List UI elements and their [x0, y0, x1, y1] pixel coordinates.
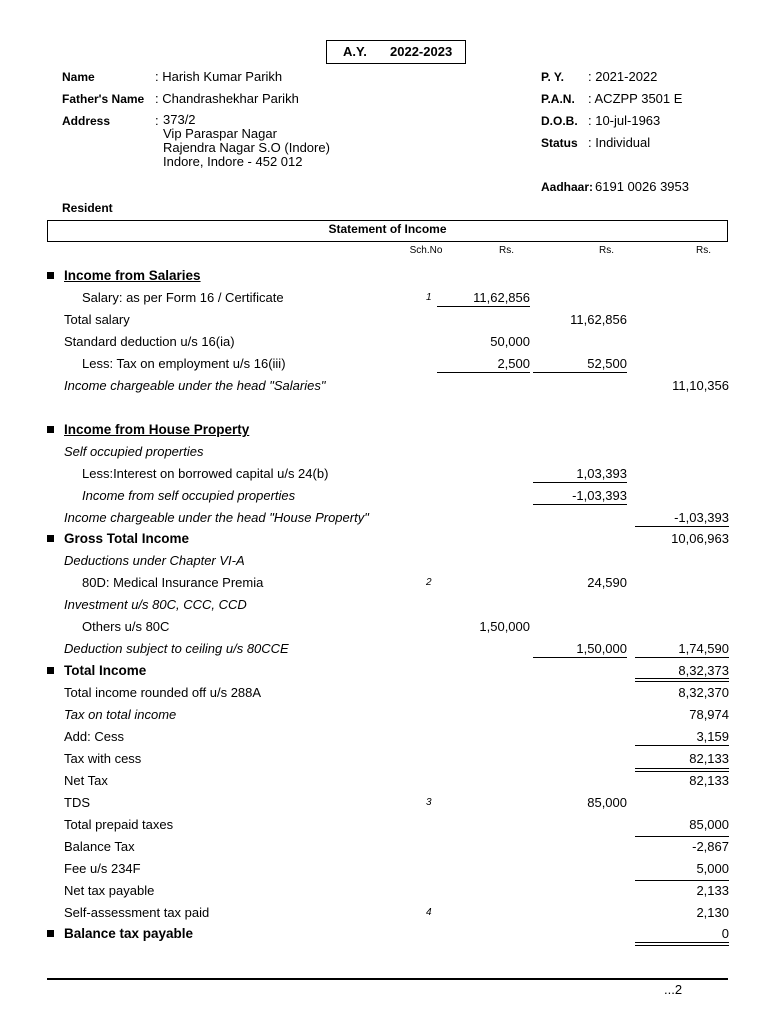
amount-col3: 8,32,373: [678, 663, 729, 678]
row-label: Less: Tax on employment u/s 16(iii): [82, 356, 286, 371]
status-value: : Individual: [588, 135, 651, 150]
subtotal-rule: [635, 771, 729, 772]
subtotal-rule: [635, 526, 729, 527]
section-bullet: [47, 426, 54, 433]
schedule-number: 2: [426, 577, 432, 588]
amount-col1: 1,50,000: [479, 619, 530, 634]
col-header-rs-1: Rs.: [499, 245, 514, 256]
row-label: Balance Tax: [64, 839, 135, 854]
row-label: 80D: Medical Insurance Premia: [82, 575, 264, 590]
residency-status: Resident: [62, 201, 113, 215]
subtotal-rule: [635, 745, 729, 746]
ay-label: A.Y.: [343, 44, 367, 59]
row-label: Fee u/s 234F: [64, 861, 141, 876]
total-double-rule: [635, 678, 729, 679]
amount-col3: 78,974: [689, 707, 729, 722]
py-label: P. Y.: [541, 70, 564, 84]
amount-col3: -2,867: [692, 839, 729, 854]
schedule-number: 1: [426, 292, 432, 303]
row-label: Tax on total income: [64, 707, 177, 722]
amount-col1: 50,000: [490, 334, 530, 349]
row-label: Total income rounded off u/s 288A: [64, 685, 262, 700]
amount-col3: 1,74,590: [678, 641, 729, 656]
row-label: Investment u/s 80C, CCC, CCD: [64, 597, 247, 612]
total-double-rule: [635, 681, 729, 682]
amount-col3: 0: [721, 926, 729, 941]
amount-col2: 11,62,856: [570, 312, 627, 327]
amount-col1: 2,500: [497, 356, 530, 371]
amount-col3: -1,03,393: [674, 510, 729, 525]
name-value: : Harish Kumar Parikh: [155, 69, 283, 84]
amount-col3: 82,133: [689, 773, 729, 788]
address-label: Address: [62, 114, 111, 128]
row-label: Total salary: [64, 312, 130, 327]
row-label: TDS: [64, 795, 90, 810]
row-label: Total prepaid taxes: [64, 817, 174, 832]
col-header-rs-2: Rs.: [599, 245, 614, 256]
address-block: [163, 113, 330, 169]
subtotal-rule: [635, 657, 729, 658]
row-label: Others u/s 80C: [82, 619, 170, 634]
amount-col3: 82,133: [689, 751, 729, 766]
dob-value: : 10-jul-1963: [588, 113, 661, 128]
amount-col3: 3,159: [696, 729, 729, 744]
total-double-rule: [635, 942, 729, 943]
row-label: Deductions under Chapter VI-A: [64, 553, 245, 568]
subtotal-rule: [635, 880, 729, 881]
section-heading-salaries: Income from Salaries: [64, 268, 201, 283]
amount-col2: 85,000: [587, 795, 627, 810]
amount-col3: 8,32,370: [678, 685, 729, 700]
row-label: Net Tax: [64, 773, 108, 788]
amount-col2: -1,03,393: [572, 488, 627, 503]
col-header-rs-3: Rs.: [696, 245, 711, 256]
father-name-label: Father's Name: [62, 92, 145, 106]
row-label: Tax with cess: [64, 751, 142, 766]
section-bullet: [47, 930, 54, 937]
schedule-number: 4: [426, 907, 432, 918]
address-colon: :: [155, 113, 159, 128]
subtotal-rule: [635, 836, 729, 837]
row-label: Add: Cess: [64, 729, 124, 744]
aadhaar-label: Aadhaar:: [541, 180, 594, 194]
subtotal-rule: [533, 504, 627, 505]
subtotal-rule: [635, 768, 729, 769]
amount-col3: 2,133: [696, 883, 729, 898]
schedule-number: 3: [426, 797, 432, 808]
amount-col3: 5,000: [696, 861, 729, 876]
py-value: : 2021-2022: [588, 69, 658, 84]
footer-rule: [47, 978, 728, 980]
section-heading-total-income: Total Income: [64, 663, 147, 678]
amount-col2: 1,03,393: [576, 466, 627, 481]
amount-col3: 10,06,963: [671, 531, 729, 546]
father-name-value: : Chandrashekhar Parikh: [155, 91, 299, 106]
row-label: Self-assessment tax paid: [64, 905, 210, 920]
row-label: Salary: as per Form 16 / Certificate: [82, 290, 284, 305]
name-label: Name: [62, 70, 95, 84]
section-heading-balance-tax-payable: Balance tax payable: [64, 926, 194, 941]
page-continuation-marker: ...2: [664, 982, 683, 997]
row-label: Deduction subject to ceiling u/s 80CCE: [64, 641, 289, 656]
subtotal-rule: [437, 372, 530, 373]
address-line: Vip Paraspar Nagar: [163, 126, 277, 141]
row-label: Net tax payable: [64, 883, 155, 898]
amount-col3: 11,10,356: [672, 378, 729, 393]
subtotal-rule: [533, 372, 627, 373]
pan-label: P.A.N.: [541, 92, 575, 106]
amount-col3: 85,000: [689, 817, 729, 832]
ay-value: 2022-2023: [390, 44, 453, 59]
section-bullet: [47, 535, 54, 542]
row-label: Income chargeable under the head "Salaries": [64, 378, 326, 393]
subtotal-rule: [533, 482, 627, 483]
section-bullet: [47, 667, 54, 674]
address-line: Indore, Indore - 452 012: [163, 154, 303, 169]
amount-col2: 24,590: [587, 575, 627, 590]
row-label: Self occupied properties: [64, 444, 204, 459]
amount-col2: 1,50,000: [576, 641, 627, 656]
col-header-sch: Sch.No: [409, 245, 443, 256]
amount-col2: 52,500: [587, 356, 627, 371]
section-heading-house-property: Income from House Property: [64, 422, 250, 437]
subtotal-rule: [533, 657, 627, 658]
section-bullet: [47, 272, 54, 279]
address-line: 373/2: [163, 112, 196, 127]
section-heading-gross-total-income: Gross Total Income: [64, 531, 190, 546]
statement-title: Statement of Income: [328, 222, 447, 236]
aadhaar-value: 6191 0026 3953: [595, 179, 689, 194]
total-double-rule: [635, 945, 729, 946]
row-label: Income chargeable under the head "House Property": [64, 510, 369, 525]
dob-label: D.O.B.: [541, 114, 578, 128]
subtotal-rule: [437, 306, 530, 307]
amount-col3: 2,130: [696, 905, 729, 920]
row-label: Less:Interest on borrowed capital u/s 24(b): [82, 466, 329, 481]
row-label: Income from self occupied properties: [82, 488, 296, 503]
status-label: Status: [541, 136, 578, 150]
pan-value: : ACZPP 3501 E: [588, 91, 683, 106]
amount-col1: 11,62,856: [473, 290, 530, 305]
address-line: Rajendra Nagar S.O (Indore): [163, 140, 330, 155]
row-label: Standard deduction u/s 16(ia): [64, 334, 235, 349]
